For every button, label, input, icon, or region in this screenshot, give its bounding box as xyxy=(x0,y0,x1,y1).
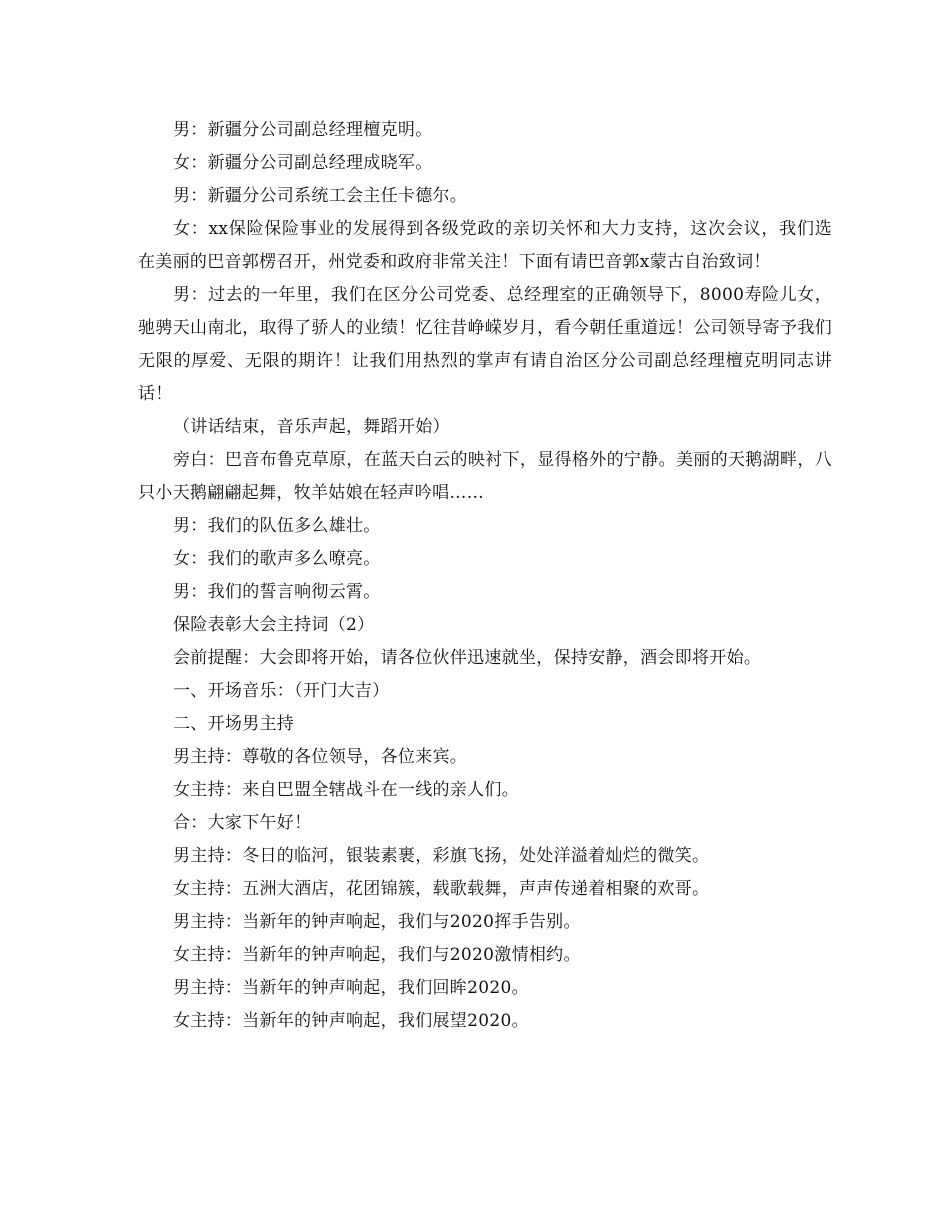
paragraph: 一、开场音乐：（开门大吉） xyxy=(173,681,390,701)
paragraph: 二、开场男主持 xyxy=(173,714,295,734)
paragraph: 男主持：当新年的钟声响起，我们与2020挥手告别。 xyxy=(173,912,581,932)
paragraph: 男：过去的一年里，我们在区分公司党委、总经理室的正确领导下，8000寿险儿女，驰骋天山南北，取得了骄人的业绩！忆往昔峥嵘岁月，看今朝任重道远！公司领导寄予我们无限的厚爱、无限的期许！让我们用热烈的掌声有请自治区分公司副总经理檀克明同志讲话！ xyxy=(138,285,832,404)
paragraph: 女主持：当新年的钟声响起，我们展望2020。 xyxy=(173,1011,529,1031)
section-title: 保险表彰大会主持词（2） xyxy=(173,615,375,635)
paragraph: 男主持：冬日的临河，银装素裹，彩旗飞扬，处处洋溢着灿烂的微笑。 xyxy=(173,846,710,866)
paragraph: 旁白：巴音布鲁克草原，在蓝天白云的映衬下，显得格外的宁静。美丽的天鹅湖畔，八只小天鹅翩翩起舞，牧羊姑娘在轻声吟唱…… xyxy=(138,450,832,503)
document-body xyxy=(138,114,832,1038)
paragraph: 女：xx保险保险事业的发展得到各级党政的亲切关怀和大力支持，这次会议，我们选在美丽的巴音郭楞召开，州党委和政府非常关注！下面有请巴音郭x蒙古自治致词！ xyxy=(138,219,832,272)
paragraph: 男：我们的队伍多么雄壮。 xyxy=(173,516,381,536)
paragraph: 会前提醒：大会即将开始，请各位伙伴迅速就坐，保持安静，酒会即将开始。 xyxy=(173,648,762,668)
paragraph: 男：我们的誓言响彻云霄。 xyxy=(173,582,381,602)
paragraph: 男主持：尊敬的各位领导，各位来宾。 xyxy=(173,747,468,767)
paragraph: 男：新疆分公司副总经理檀克明。 xyxy=(173,120,433,140)
paragraph: 男主持：当新年的钟声响起，我们回眸2020。 xyxy=(173,978,529,998)
paragraph: 女主持：当新年的钟声响起，我们与2020激情相约。 xyxy=(173,945,581,965)
paragraph: 女：我们的歌声多么嘹亮。 xyxy=(173,549,381,569)
paragraph: 女：新疆分公司副总经理成晓军。 xyxy=(173,153,433,173)
paragraph: 男：新疆分公司系统工会主任卡德尔。 xyxy=(173,186,468,206)
paragraph: （讲话结束，音乐声起，舞蹈开始） xyxy=(173,417,450,437)
paragraph: 合：大家下午好！ xyxy=(173,813,312,833)
paragraph: 女主持：五洲大酒店，花团锦簇，载歌载舞，声声传递着相聚的欢哥。 xyxy=(173,879,710,899)
paragraph: 女主持：来自巴盟全辖战斗在一线的亲人们。 xyxy=(173,780,519,800)
